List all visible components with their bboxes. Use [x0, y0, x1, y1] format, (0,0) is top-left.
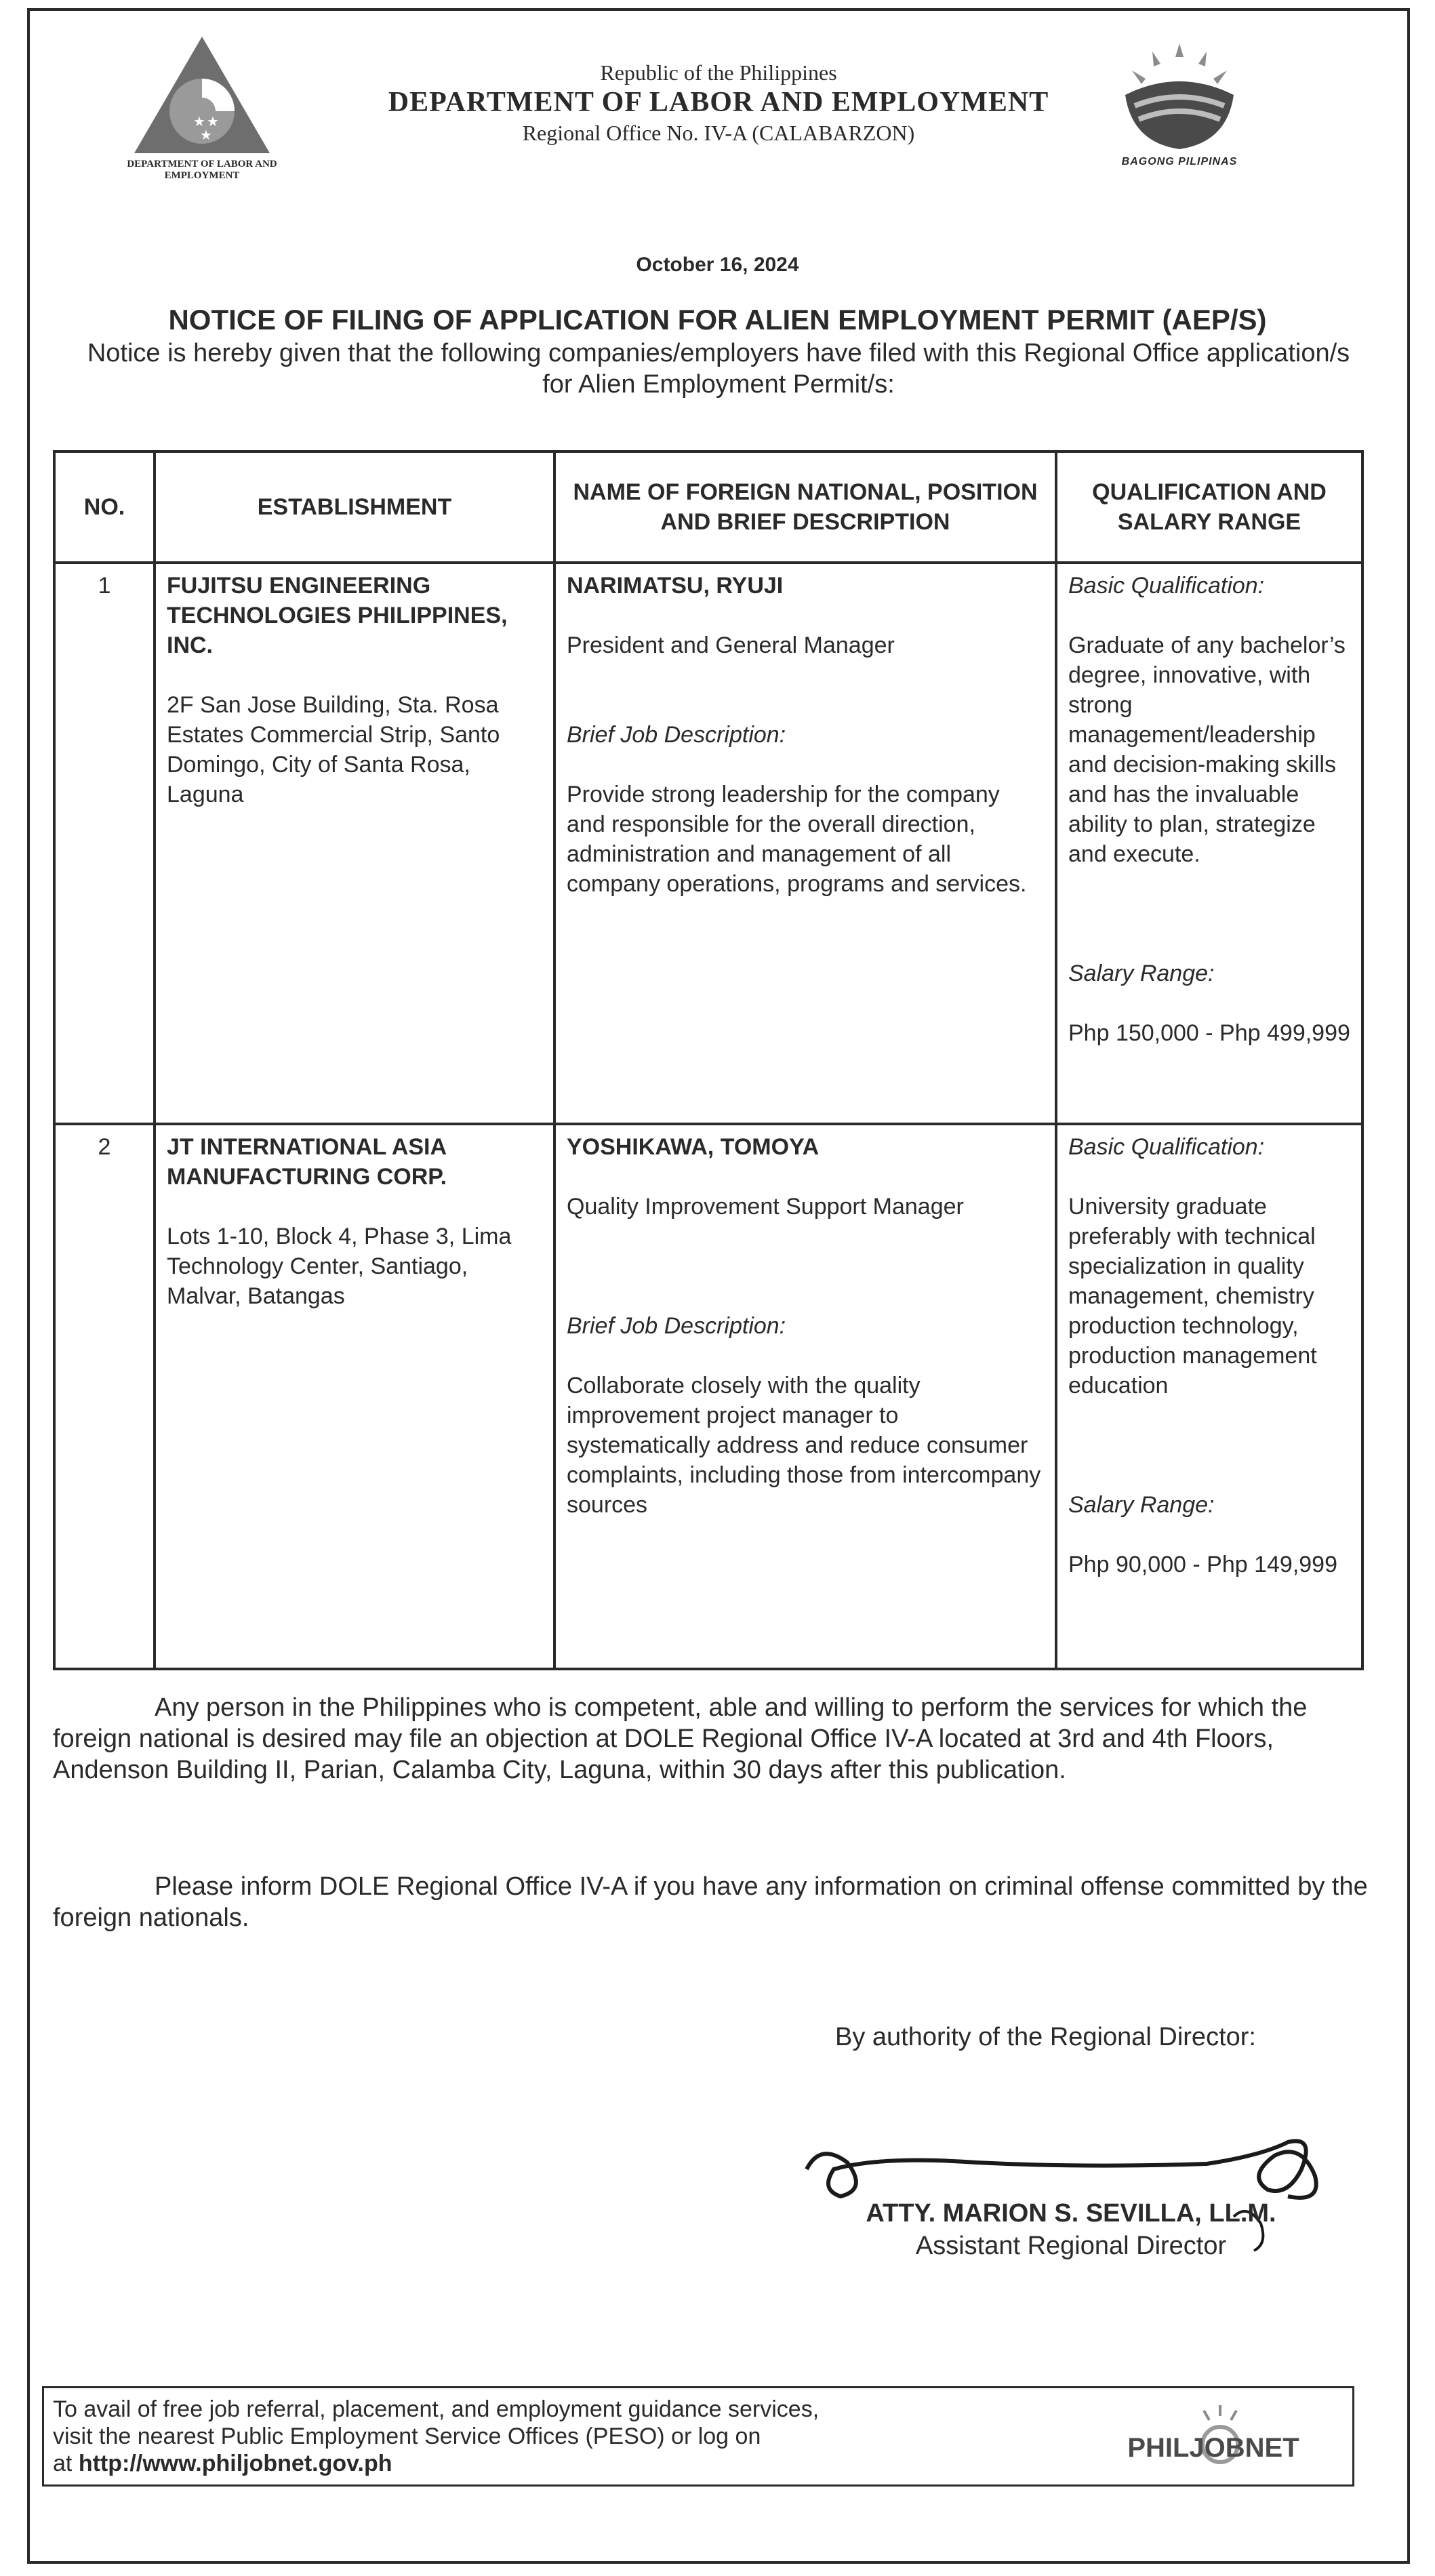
bagong-pilipinas-caption: BAGONG PILIPINAS: [1121, 156, 1238, 167]
salary-label: Salary Range:: [1068, 961, 1215, 986]
foreign-national-cell: [554, 563, 1056, 1124]
svg-text:★: ★: [207, 115, 219, 129]
job-description: Collaborate closely with the quality improvement project manager to systematically address and reduce consumer complaints, including those from intercompany sources: [567, 1373, 1041, 1518]
qualification-cell: [1056, 563, 1362, 1124]
establishment-cell: [155, 1124, 554, 1669]
footer-text: [53, 2396, 819, 2477]
letterhead-department: DEPARTMENT OF LABOR AND EMPLOYMENT: [388, 87, 1049, 118]
row-number: 2: [54, 1124, 155, 1669]
foreign-national-cell: [554, 1124, 1056, 1669]
footer-line-1: To avail of free job referral, placement, and employment guidance services,: [53, 2396, 820, 2422]
table-header-row: [54, 451, 1362, 563]
svg-text:★: ★: [200, 128, 212, 143]
qualification-text: University graduate preferably with technical specialization in quality management, chemistry production technology, production management education: [1068, 1194, 1317, 1398]
company-address: 2F San Jose Building, Sta. Rosa Estates Commercial Strip, Santo Domingo, City of Santa Rosa, Laguna: [167, 692, 500, 807]
foreign-national-name: YOSHIKAWA, TOMOYA: [567, 1134, 820, 1160]
company-name: JT INTERNATIONAL ASIA MANUFACTURING CORP.: [167, 1134, 447, 1190]
criminal-offense-paragraph: Please inform DOLE Regional Office IV-A if you have any information on criminal offense committed by the foreign nationals.: [53, 1872, 1368, 1932]
col-header-establishment: ESTABLISHMENT: [155, 451, 554, 563]
company-address: Lots 1-10, Block 4, Phase 3, Lima Technology Center, Santiago, Malvar, Batangas: [167, 1224, 512, 1309]
job-description-label: Brief Job Description:: [567, 722, 786, 748]
dole-logo-caption: DEPARTMENT OF LABOR AND EMPLOYMENT: [127, 159, 277, 181]
objection-paragraph: Any person in the Philippines who is competent, able and willing to perform the services for which the foreign national is desired may file an objection at DOLE Regional Office IV-A located at 3rd and 4th Floors, Andenson Building II, Parian, Calamba City, Laguna, within 30 days after this publication.: [53, 1693, 1308, 1784]
col-header-no: NO.: [54, 451, 155, 563]
col-header-foreign-national: NAME OF FOREIGN NATIONAL, POSITION AND BRIEF DESCRIPTION: [554, 451, 1056, 563]
bagong-pilipinas-logo: [1112, 41, 1247, 163]
qualification-text: Graduate of any bachelor’s degree, innovative, with strong management/leadership and decision-making skills and has the invaluable ability to plan, strategize and execute.: [1068, 632, 1346, 867]
letterhead-republic: Republic of the Philippines: [600, 60, 837, 85]
job-description: Provide strong leadership for the company and responsible for the overall direction, administration and management of all company operations, programs and services.: [567, 782, 1027, 897]
table-row: [54, 1124, 1362, 1669]
authority-line: By authority of the Regional Director:: [835, 2023, 1256, 2051]
company-name: FUJITSU ENGINEERING TECHNOLOGIES PHILIPPINES, INC.: [167, 573, 508, 658]
philjobnet-logo: [1118, 2398, 1308, 2473]
position-title: President and General Manager: [567, 632, 895, 658]
job-description-label: Brief Job Description:: [567, 1313, 786, 1339]
letterhead: [298, 60, 1139, 146]
philjobnet-link[interactable]: http://www.philjobnet.gov.ph: [78, 2451, 392, 2476]
svg-text:★: ★: [193, 115, 205, 129]
position-title: Quality Improvement Support Manager: [567, 1194, 964, 1220]
signatory-position: Assistant Regional Director: [915, 2232, 1227, 2260]
notice-title: NOTICE OF FILING OF APPLICATION FOR ALIEN EMPLOYMENT PERMIT (AEP/S): [168, 304, 1267, 336]
notice-intro: Notice is hereby given that the following companies/employers have filed with this Regional Office application/s for Alien Employment Permit/s:: [87, 339, 1350, 399]
footer-line-3: [53, 2450, 819, 2477]
aep-applications-table: [53, 450, 1364, 1670]
establishment-cell: [155, 563, 554, 1124]
signatory-name: ATTY. MARION S. SEVILLA, LL.M.: [866, 2199, 1276, 2228]
footer-line-2: visit the nearest Public Employment Service Offices (PESO) or log on: [53, 2423, 761, 2449]
salary-range: Php 90,000 - Php 149,999: [1068, 1552, 1337, 1577]
salary-range: Php 150,000 - Php 499,999: [1068, 1020, 1350, 1046]
letterhead-regional-office: Regional Office No. IV-A (CALABARZON): [522, 121, 915, 145]
qualification-cell: [1056, 1124, 1362, 1669]
foreign-national-name: NARIMATSU, RYUJI: [567, 573, 784, 599]
salary-label: Salary Range:: [1068, 1492, 1215, 1518]
qualification-label: Basic Qualification:: [1068, 573, 1265, 599]
footer-at: at: [53, 2451, 79, 2476]
notice-date: October 16, 2024: [636, 254, 799, 276]
col-header-qualification: QUALIFICATION AND SALARY RANGE: [1056, 451, 1362, 563]
row-number: 1: [54, 563, 155, 1124]
philjobnet-logo-text: PHILJOBNET: [1127, 2433, 1299, 2463]
qualification-label: Basic Qualification:: [1068, 1134, 1265, 1160]
table-row: [54, 563, 1362, 1124]
